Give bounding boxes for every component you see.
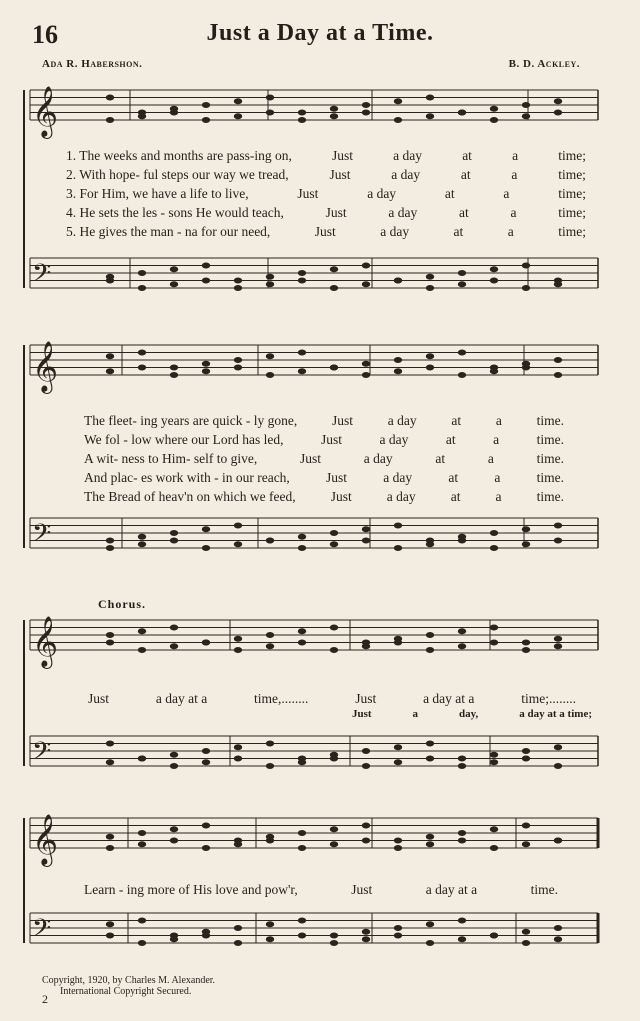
svg-text:𝄢: 𝄢 bbox=[32, 915, 52, 948]
svg-text:𝄢: 𝄢 bbox=[32, 738, 52, 771]
author-credit: Ada R. Habershon. bbox=[42, 58, 143, 70]
verse-1-line-2: The fleet- ing years are quick - ly gone, Just a day at a time. bbox=[84, 413, 564, 428]
svg-text:𝄢: 𝄢 bbox=[32, 520, 52, 553]
composer-credit: B. D. Ackley. bbox=[508, 58, 580, 70]
verse-1-line-1: 1. The weeks and months are pass-ing on, Just a day at a time; bbox=[66, 148, 586, 163]
verse-2-line-1: 2. With hope- ful steps our way we tread, Just a day at a time; bbox=[66, 167, 586, 182]
chorus-line-3: Learn - ing more of His love and pow'r, Just a day at a time. bbox=[84, 882, 558, 897]
verse-5-line-1: 5. He gives the man - na for our need, Just a day at a time; bbox=[66, 224, 586, 239]
verse-5-line-2: The Bread of heav'n on which we feed, Just a day at a time. bbox=[84, 489, 564, 504]
hymn-number: 16 bbox=[32, 20, 58, 49]
svg-text:𝄞: 𝄞 bbox=[32, 87, 59, 136]
verse-3-line-2: A wit- ness to Him- self to give, Just a day at a time. bbox=[84, 451, 564, 466]
svg-text:𝄞: 𝄞 bbox=[32, 342, 59, 391]
verse-4-line-1: 4. He sets the les - sons He would teach, Just a day at a time; bbox=[66, 205, 586, 220]
svg-text:𝄢: 𝄢 bbox=[32, 260, 52, 293]
page-number: 2 bbox=[42, 992, 48, 1006]
verse-4-line-2: And plac- es work with - in our reach, Just a day at a time. bbox=[84, 470, 564, 485]
chorus-line-1: Just a day at a time,........ Just a day at a time;........ bbox=[88, 691, 576, 706]
svg-text:𝄞: 𝄞 bbox=[32, 815, 59, 864]
hymn-title: Just a Day at a Time. bbox=[206, 20, 434, 46]
svg-text:𝄞: 𝄞 bbox=[32, 617, 59, 666]
chorus-line-2: Just a day, a day at a time; bbox=[352, 708, 592, 720]
chorus-label: Chorus. bbox=[98, 597, 147, 611]
verse-2-line-2: We fol - low where our Lord has led, Just a day at a time. bbox=[84, 432, 564, 447]
verse-3-line-1: 3. For Him, we have a life to live, Just a day at a time; bbox=[66, 186, 586, 201]
copyright-notice: Copyright, 1920, by Charles M. Alexander. International Copyright Secured. bbox=[42, 975, 216, 997]
